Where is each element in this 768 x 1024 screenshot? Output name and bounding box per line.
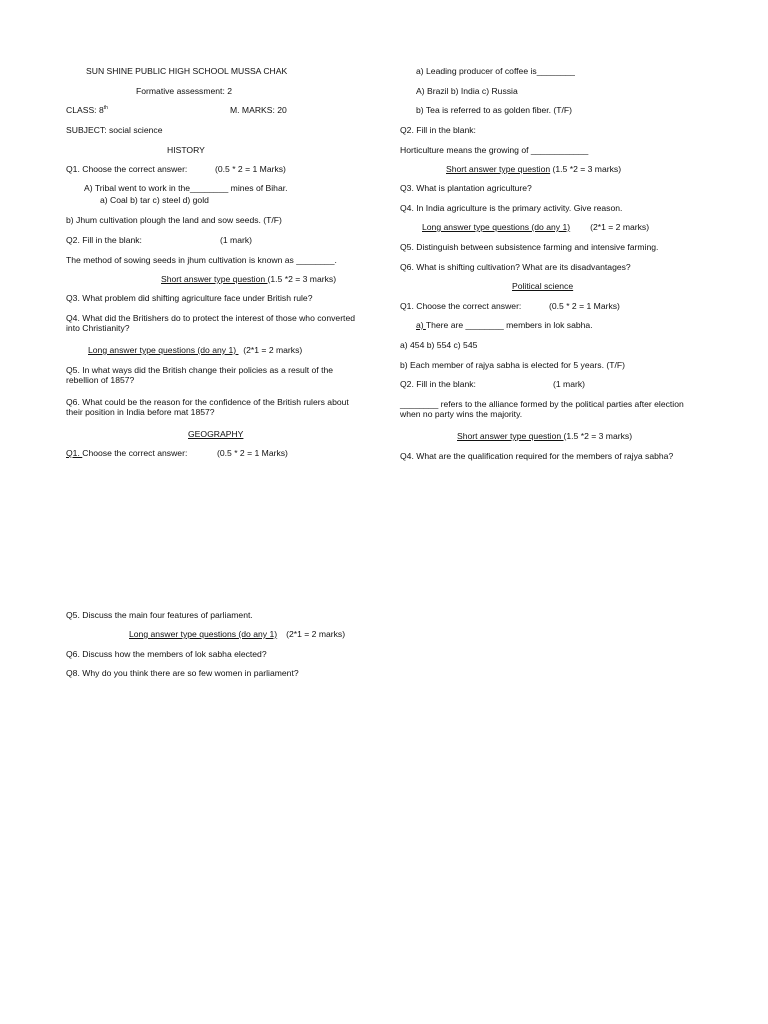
political-q2-text: ________ refers to the alliance formed by the political parties after election when no party wins the majority. <box>400 399 684 420</box>
geography-q1 <box>66 448 187 458</box>
political-q4: Q4. What are the qualification required for the members of rajya sabha? <box>400 451 674 461</box>
history-q2: Q2. Fill in the blank: <box>66 235 142 245</box>
geography-long-marks: (2*1 = 2 marks) <box>590 222 650 232</box>
geography-short-heading-text: Short answer type question <box>446 164 551 174</box>
political-q1: Q1. Choose the correct answer: <box>400 301 522 311</box>
history-heading: HISTORY <box>167 145 205 155</box>
geography-q1-marks: (0.5 * 2 = 1 Marks) <box>217 448 288 458</box>
geography-heading: GEOGRAPHY <box>188 429 244 439</box>
history-q1a-options: a) Coal b) tar c) steel d) gold <box>100 195 209 205</box>
political-q1a-text: There are ________ members in lok sabha. <box>425 320 593 330</box>
political-q2-marks: (1 mark) <box>553 379 585 389</box>
political-long-heading-text: Long answer type questions (do any 1) <box>129 629 278 639</box>
history-q2-marks: (1 mark) <box>220 235 252 245</box>
history-q1-marks: (0.5 * 2 = 1 Marks) <box>215 164 286 174</box>
geography-q1b: b) Tea is referred to as golden fiber. (T/F) <box>416 105 573 115</box>
history-short-heading-text: Short answer type question <box>161 274 268 284</box>
political-short-heading <box>457 431 632 441</box>
geography-short-marks: (1.5 *2 = 3 marks) <box>550 164 622 174</box>
political-q1a-number: a) <box>416 320 426 330</box>
political-q1a <box>416 320 593 330</box>
geography-q1-number: Q1. <box>66 448 83 458</box>
class-line <box>66 105 108 115</box>
geography-q1a-options: A) Brazil b) India c) Russia <box>416 86 518 96</box>
history-short-heading <box>161 274 336 284</box>
geography-q3: Q3. What is plantation agriculture? <box>400 183 532 193</box>
geography-q2-text: Horticulture means the growing of ____________ <box>400 145 589 155</box>
history-q1: Q1. Choose the correct answer: <box>66 164 188 174</box>
geography-q6: Q6. What is shifting cultivation? What are its disadvantages? <box>400 262 631 272</box>
political-q6: Q6. Discuss how the members of lok sabha elected? <box>66 649 267 659</box>
geography-q1a: a) Leading producer of coffee is________ <box>416 66 575 76</box>
political-long-marks: (2*1 = 2 marks) <box>286 629 346 639</box>
history-q5: Q5. In what ways did the British change their policies as a result of the rebellion of 1857? <box>66 365 334 386</box>
geography-q5: Q5. Distinguish between subsistence farming and intensive farming. <box>400 242 659 252</box>
political-q1a-options: a) 454 b) 554 c) 545 <box>400 340 478 350</box>
political-short-marks: (1.5 *2 = 3 marks) <box>563 431 633 441</box>
political-long-heading <box>129 629 345 639</box>
geography-q2: Q2. Fill in the blank: <box>400 125 476 135</box>
history-short-marks: (1.5 *2 = 3 marks) <box>267 274 337 284</box>
political-q8: Q8. Why do you think there are so few women in parliament? <box>66 668 299 678</box>
geography-q1-text: Choose the correct answer: <box>82 448 188 458</box>
subject-line: SUBJECT: social science <box>66 125 163 135</box>
geography-long-heading-text: Long answer type questions (do any 1) <box>422 222 571 232</box>
geography-long-heading <box>422 222 649 232</box>
max-marks: M. MARKS: 20 <box>230 105 287 115</box>
assessment-title: Formative assessment: 2 <box>136 86 232 96</box>
history-q3: Q3. What problem did shifting agriculture face under British rule? <box>66 293 313 303</box>
school-name: SUN SHINE PUBLIC HIGH SCHOOL MUSSA CHAK <box>86 66 288 76</box>
history-long-heading <box>88 345 302 355</box>
political-q2: Q2. Fill in the blank: <box>400 379 476 389</box>
history-q1b: b) Jhum cultivation plough the land and sow seeds. (T/F) <box>66 215 282 225</box>
class-label: CLASS: 8 <box>66 105 104 115</box>
history-q2-text: The method of sowing seeds in jhum cultivation is known as ________. <box>66 255 337 265</box>
political-q5: Q5. Discuss the main four features of parliament. <box>66 610 253 620</box>
history-long-heading-text: Long answer type questions (do any 1) <box>88 345 239 355</box>
history-q6: Q6. What could be the reason for the confidence of the British rulers about their position in India before mat 1857? <box>66 397 349 418</box>
political-short-heading-text: Short answer type question <box>457 431 564 441</box>
history-long-marks: (2*1 = 2 marks) <box>243 345 303 355</box>
history-q1a: A) Tribal went to work in the________ mines of Bihar. <box>84 183 288 193</box>
geography-q4: Q4. In India agriculture is the primary activity. Give reason. <box>400 203 623 213</box>
geography-short-heading <box>446 164 621 174</box>
political-q1b: b) Each member of rajya sabha is elected for 5 years. (T/F) <box>400 360 625 370</box>
history-q4: Q4. What did the Britishers do to protect the interest of those who converted into Christianity? <box>66 313 355 334</box>
class-superscript: th <box>103 105 108 112</box>
political-q1-marks: (0.5 * 2 = 1 Marks) <box>549 301 620 311</box>
political-science-heading: Political science <box>512 281 574 291</box>
